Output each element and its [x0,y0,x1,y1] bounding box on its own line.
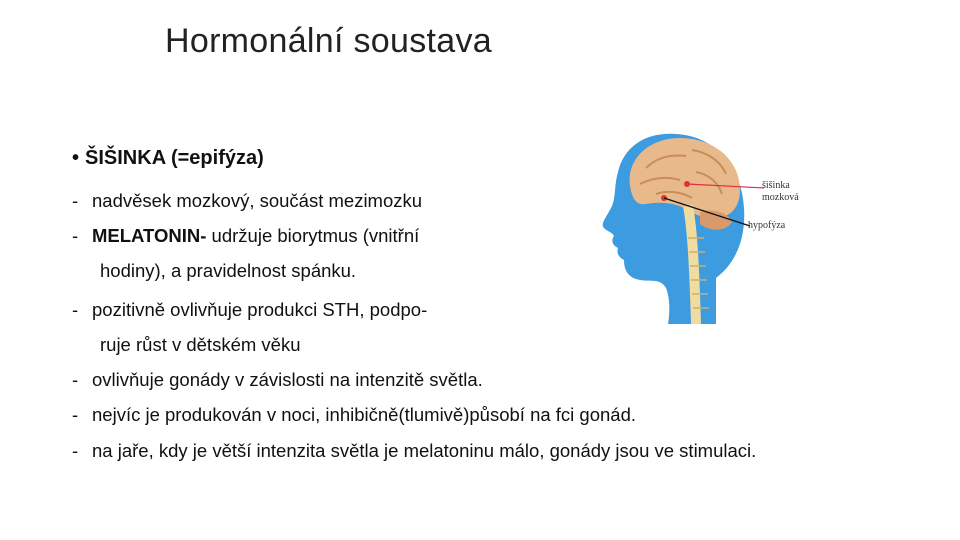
list-item [72,299,427,321]
item-continuation: ruje růst v dětském věku [100,334,301,355]
item-text: na jaře, kdy je větší intenzita světla je melatoninu málo, gonády jsou ve stimulaci. [92,440,757,461]
label-pituitary: hypofýza [748,220,786,231]
item-continuation: hodiny), a pravidelnost spánku. [100,260,357,281]
brain-anatomy-figure [596,128,816,324]
dash-marker: - [72,369,79,390]
list-item [72,369,483,391]
list-item [72,404,636,426]
heading-epiphysis [72,147,264,170]
heading-text: ŠIŠINKA (=epifýza) [85,147,264,169]
brain-anatomy-image [596,128,816,324]
list-item [72,440,756,462]
melatonin-term: MELATONIN- [92,225,207,246]
label-pineal-2: mozková [762,192,799,203]
dash-marker: - [72,190,79,211]
bullet-icon: • [72,147,80,169]
list-item [72,225,419,247]
item-text: nejvíc je produkován v noci, inhibičně(tlumivě)působí na fci gonád. [92,404,637,425]
dash-marker: - [72,440,79,461]
item-text: pozitivně ovlivňuje produkci STH, podpo- [92,299,428,320]
dash-marker: - [72,299,79,320]
dash-marker: - [72,404,79,425]
item-text: udržuje biorytmus (vnitřní [206,225,420,246]
list-item [72,190,422,212]
item-text: nadvěsek mozkový, součást mezimozku [92,190,423,211]
label-pineal-1: šišinka [762,180,790,191]
dash-marker: - [72,225,79,246]
slide-title: Hormonální soustava [165,22,492,60]
item-text: ovlivňuje gonády v závislosti na intenzitě světla. [92,369,483,390]
